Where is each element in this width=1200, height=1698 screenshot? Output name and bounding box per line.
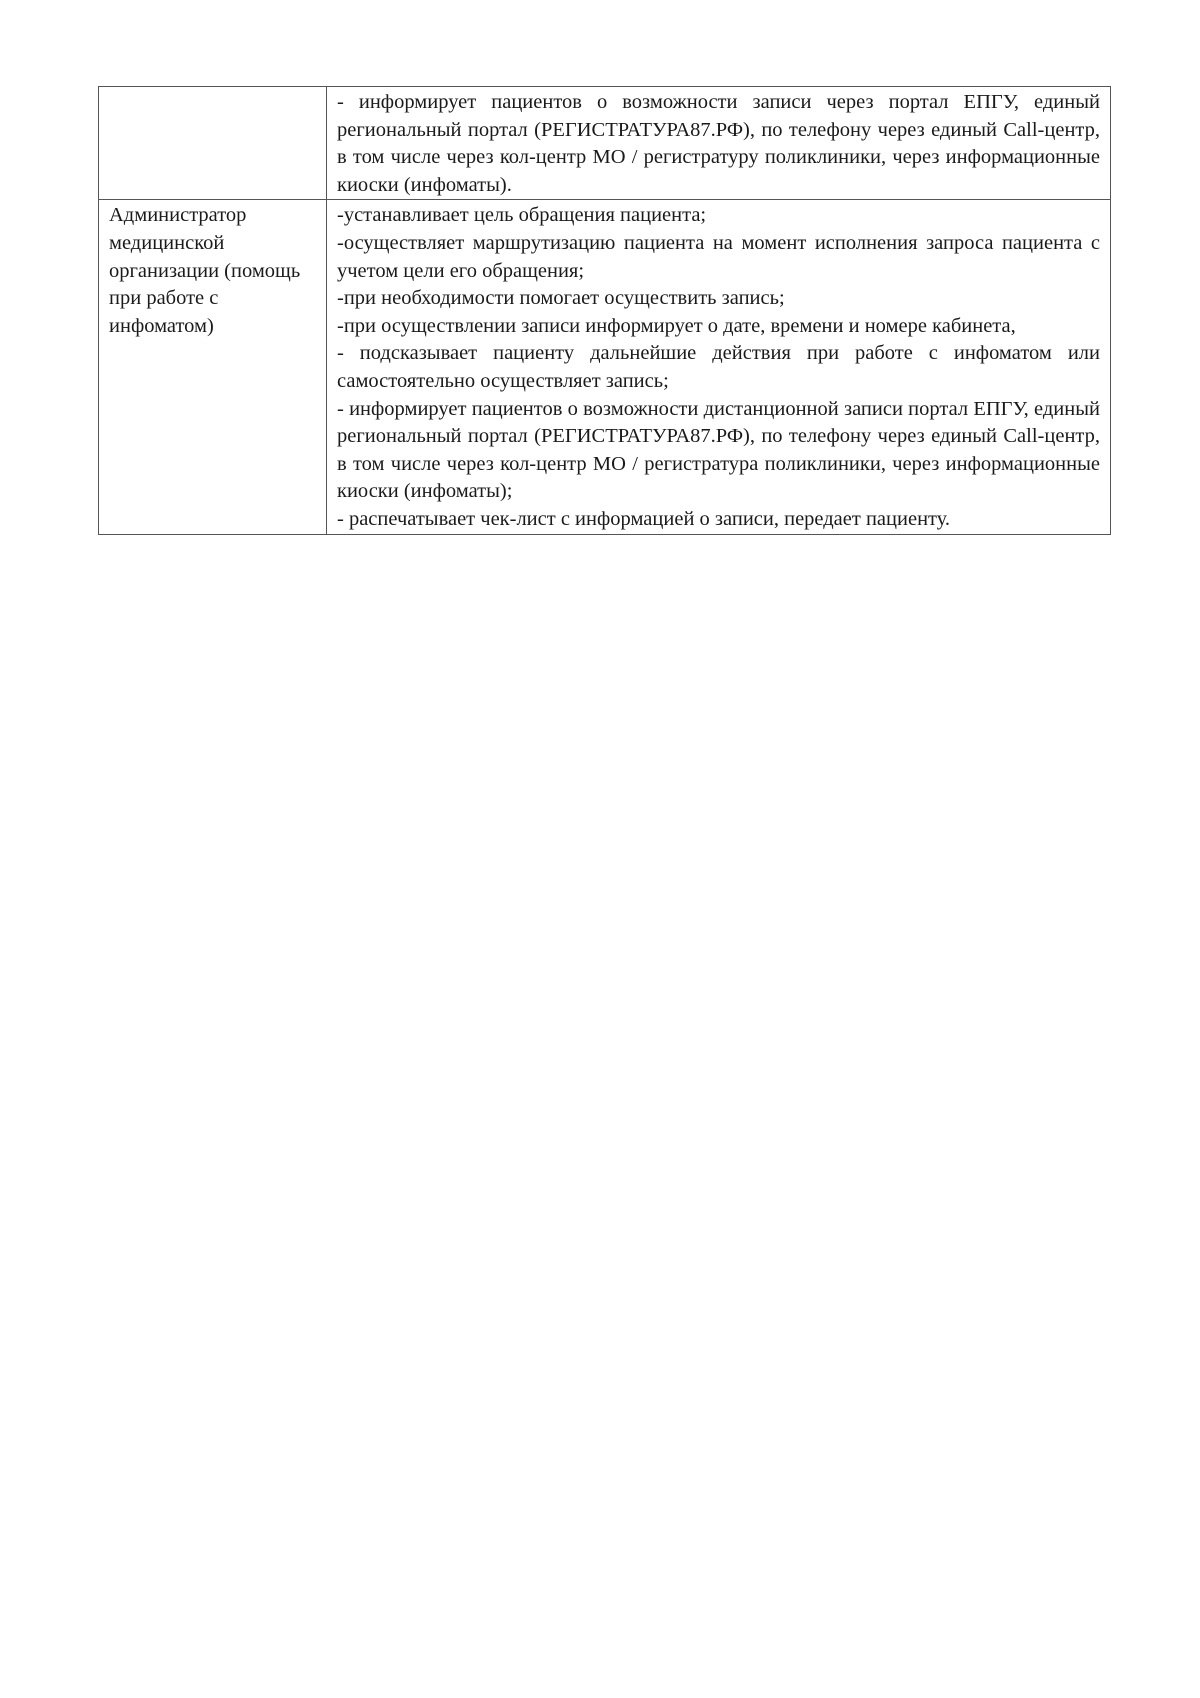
duty-line: -при осуществлении записи информирует о дате, времени и номере кабинета, bbox=[337, 314, 1016, 337]
duties-table bbox=[98, 86, 1111, 535]
role-cell: Администратор медицинской организации (помощь при работе с инфоматом) bbox=[99, 200, 327, 534]
duty-line: -осуществляет маршрутизацию пациента на момент исполнения запроса пациента с учетом цели его обращения; bbox=[337, 231, 1100, 282]
table-row bbox=[99, 200, 1111, 534]
role-cell bbox=[99, 87, 327, 200]
duties-cell bbox=[327, 87, 1111, 200]
duty-line: -устанавливает цель обращения пациента; bbox=[337, 204, 707, 227]
duty-line: - информирует пациентов о возможности дистанционной записи портал ЕПГУ, единый региональный портал (РЕГИСТРАТУРА87.РФ), по телефону через единый Call-центр, в том числе через кол-центр МО / регистратура поликлиники, через информационные киоски (инфоматы); bbox=[337, 397, 1100, 503]
duty-line: - информирует пациентов о возможности записи через портал ЕПГУ, единый региональный портал (РЕГИСТРАТУРА87.РФ), по телефону через единый Call-центр, в том числе через кол-центр МО / регистратуру поликлиники, через информационные киоски (инфоматы). bbox=[337, 91, 1100, 196]
duty-line: -при необходимости помогает осуществить запись; bbox=[337, 287, 785, 310]
table-row bbox=[99, 87, 1111, 200]
duty-line: - подсказывает пациенту дальнейшие действия при работе с инфоматом или самостоятельно осуществляет запись; bbox=[337, 342, 1100, 392]
duty-line: - распечатывает чек-лист с информацией о записи, передает пациенту. bbox=[337, 507, 951, 530]
duties-cell bbox=[327, 200, 1111, 534]
